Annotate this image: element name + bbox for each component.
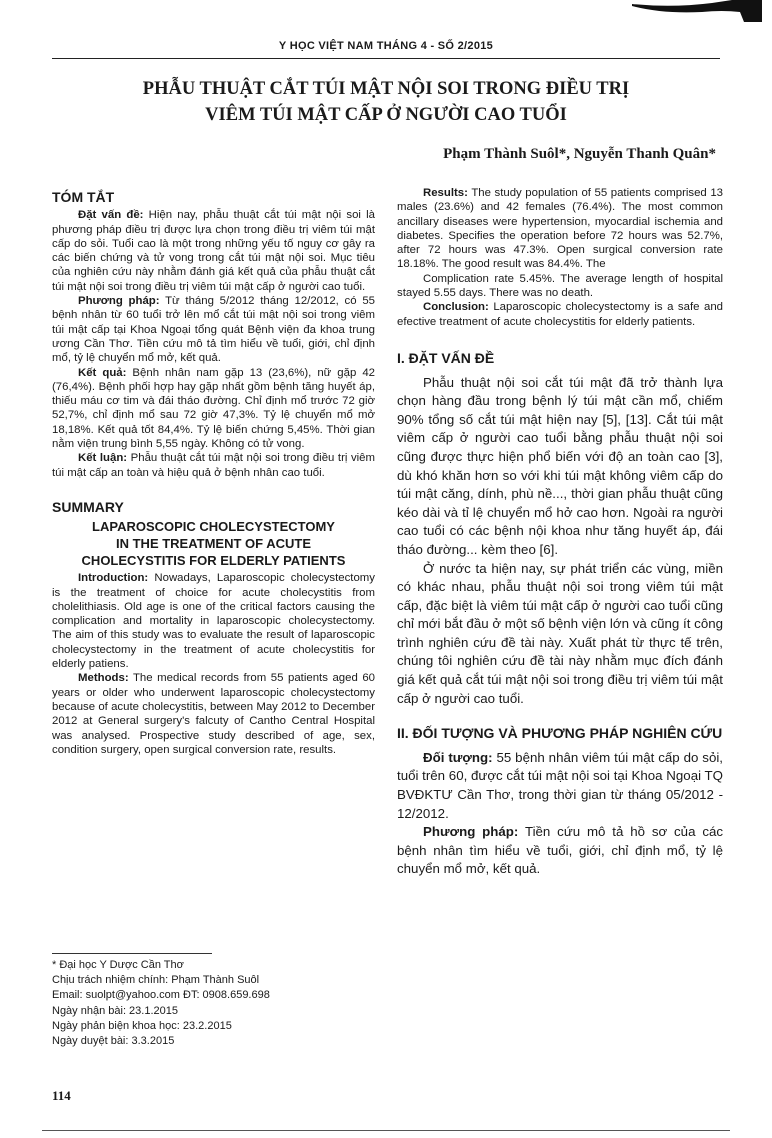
summary-title-line: LAPAROSCOPIC CHOLECYSTECTOMY xyxy=(92,519,335,535)
right-column xyxy=(397,186,723,879)
left-column xyxy=(52,190,375,757)
article-title xyxy=(60,76,712,128)
methods-text-s2: Tiền cứu mô tả hồ sơ của các bệnh nhân tìm hiểu về tuổi, giới, chỉ định mổ, tỷ lệ chuyển mổ mở, kết quả. xyxy=(397,824,724,877)
section1-para2: Ở nước ta hiện nay, sự phát triển các vùng, miền có khác nhau, phẫu thuật nội soi trong viêm túi mật cấp, đặc biệt là viêm túi mật cấp ở người cao tuổi cũng chỉ mới bắt đầu ở một số bệnh viện lớn và cũng ít công trình nghiên cứu đề tài này. Xuất phát từ thực tế trên, chúng tôi nghiên cứu đề tài này nhằm mục đích đánh giá kết quả cắt túi mật nội soi trong điều trị viêm túi mật cấp ở người cao tuổi. xyxy=(397,560,723,706)
methods-label-s2: Phương pháp: xyxy=(423,824,519,840)
summary-complication: Complication rate 5.45%. The average length of hospital stayed 5.55 days. There was no death. xyxy=(397,272,723,300)
header-rule xyxy=(52,58,720,59)
background-label: Đặt vấn đề: xyxy=(78,209,144,222)
page-number: 114 xyxy=(52,1088,71,1103)
results-text-en: The study population of 55 patients comprised 13 males (23.6%) and 42 females (76.4%). The most common ancillary diseases were hypertension, myocardial ischemia and diabetes. Specifies the operation before 72 hours was 52.7%, after 72 hours was 47.3%. Open surgical conversion rate 18.18%. The good result was 84.4%. The xyxy=(397,187,723,271)
bottom-rule xyxy=(42,1130,730,1131)
methods-label: Phương pháp: xyxy=(78,295,160,308)
summary-heading: SUMMARY xyxy=(52,498,124,515)
journal-header: Y HỌC VIỆT NAM THÁNG 4 - SỐ 2/2015 xyxy=(278,40,494,52)
subjects-label: Đối tượng: xyxy=(423,749,493,765)
section2-heading: II. ĐỐI TƯỢNG VÀ PHƯƠNG PHÁP NGHIÊN CỨU xyxy=(397,725,723,742)
conclusion-text: Phẫu thuật cắt túi mật nội soi trong điều trị viêm túi mật cấp an toàn và hiệu quả ở bệnh nhân cao tuổi. xyxy=(52,452,375,479)
section1-para1: Phẫu thuật nội soi cắt túi mật đã trở thành lựa chọn hàng đầu trong bệnh lý túi mật cần mổ, chiếm 90% tổng số cắt túi mật hiện nay [5], [13]. Cắt túi mật viêm cấp ở người cao tuổi bằng phẫu thuật nội soi cũng được thực hiện phổ biến với độ an toàn cao [3], dù khó khăn hơn so với khi túi mật không viêm cấp do túi mật căng, dính, phù nề..., thời gian phẫu thuật cũng kéo dài và tỉ lệ chuyển mổ hở cao hơn. Ngoài ra người cao tuổi có các bệnh nội khoa như tăng huyết áp, đái tháo đường... kèm theo [6]. xyxy=(397,374,723,557)
footnote xyxy=(52,953,372,1049)
scan-corner-mark xyxy=(632,0,762,22)
methods-text-en: The medical records from 55 patients aged 60 years or older who underwent laparoscopic cholecystectomy because of acute cholecystitis, between May 2012 to December 2012 at General surgery's falcuty of Cantho Central Hospital was analysed. Prospective study described of age, sex, condition surgery, open surgical conversion rate, results. xyxy=(52,672,375,756)
body-text xyxy=(397,349,723,879)
summary-methods xyxy=(52,671,375,757)
footnote-received: Ngày nhận bài: 23.1.2015 xyxy=(52,1004,178,1017)
summary-title xyxy=(52,518,375,569)
footnote-contact: Email: suolpt@yahoo.com ĐT: 0908.659.698 xyxy=(52,989,270,1002)
results-text: Bệnh nhân nam gặp 13 (23,6%), nữ gặp 42 (76,4%). Bệnh phối hợp hay gặp nhất gồm bệnh tăng huyết áp, thiếu máu cơ tim và đái tháo đường. Chỉ định mổ trước 72 giờ 52,7%, chỉ định mổ sau 72 giờ 47,3%. Tỷ lệ chuyển mổ mở 18,18%. Kết quả tốt 84,4%. Tỷ lệ biến chứng 5,45%. Thời gian nằm viện trung bình 5,55 ngày. Không có tử vong. xyxy=(52,366,375,451)
conclusion-label-en: Conclusion: xyxy=(423,301,489,314)
abstract-vi-background xyxy=(52,208,375,294)
conclusion-label: Kết luận: xyxy=(78,452,128,465)
summary-intro xyxy=(52,571,375,671)
footnote-affiliation: * Đại học Y Dược Cần Thơ xyxy=(52,959,184,971)
subjects-text: 55 bệnh nhân viêm túi mật cấp do sỏi, tuổi trên 60, được cắt túi mật nội soi tại Khoa Ngoại TQ BVĐKTƯ Cần Thơ, trong thời gian từ tháng 05/2012 - 12/2012. xyxy=(397,749,724,821)
footnote-reviewed: Ngày phản biện khoa học: 23.2.2015 xyxy=(52,1019,232,1032)
section2-methods xyxy=(397,823,723,879)
summary-conclusion xyxy=(397,300,723,329)
results-label-en: Results: xyxy=(423,187,468,199)
summary-results xyxy=(397,186,723,272)
abstract-vi-conclusion xyxy=(52,451,375,480)
footnote-rule xyxy=(52,953,212,954)
authors: Phạm Thành Suôl*, Nguyễn Thanh Quân* xyxy=(443,146,716,162)
intro-label: Introduction: xyxy=(78,572,149,585)
section1-heading: I. ĐẶT VẤN ĐỀ xyxy=(397,349,495,366)
background-text: Hiện nay, phẫu thuật cắt túi mật nội soi là phương pháp điều trị được lựa chọn trong điều trị viêm túi mật cấp do sỏi. Tuổi cao là một trong những yếu tố nguy cơ gây ra các biến chứng và tử vong trong cắt túi mật nội soi. Mục tiêu của nghiên cứu này nhằm đánh giá kết quả của phẫu thuật cắt túi mật nội soi trong điều trị viêm túi mật cấp ở người cao tuổi. xyxy=(52,209,375,293)
abstract-vi-results xyxy=(52,366,375,452)
footnote-approved: Ngày duyệt bài: 3.3.2015 xyxy=(52,1035,175,1048)
footnote-responsible: Chịu trách nhiệm chính: Phạm Thành Suôl xyxy=(52,974,260,987)
section2-subjects xyxy=(397,749,723,823)
intro-text: Nowadays, Laparoscopic cholecystectomy is the treatment of choice for acute cholecystitis from cholelithiasis. Old age is one of the critical factors causing the complication and mortality in laparoscopic cholecystectomy. The aim of this study was to evaluate the result of laparoscopic cholecystectomy in the treatment of acute cholecystitis for elderly patiens. xyxy=(52,572,375,671)
abstract-vi-heading: TÓM TẮT xyxy=(52,189,115,205)
title-line: PHẪU THUẬT CẮT TÚI MẬT NỘI SOI TRONG ĐIỀU TRỊ xyxy=(142,79,630,99)
title-line: VIÊM TÚI MẬT CẤP Ở NGƯỜI CAO TUỔI xyxy=(205,105,567,125)
abstract-vi-methods xyxy=(52,294,375,365)
methods-text: Từ tháng 5/2012 tháng 12/2012, có 55 bệnh nhân từ 60 tuổi trở lên mổ cắt túi mật nội soi trong viêm túi mật cấp tại Khoa Ngoại tổng quát Bệnh viện đa khoa trung ương Cần Thơ. Tiền cứu mô tả tìm hiểu về tuổi, giới, chỉ định mổ, tỷ lệ chuyển mổ mở, kết quả. xyxy=(52,295,375,365)
conclusion-text-en: Laparoscopic cholecystectomy is a safe and efective treatment of acute cholecystitis for elderly patients. xyxy=(397,301,723,328)
methods-label-en: Methods: xyxy=(78,672,129,685)
results-label: Kết quả: xyxy=(78,366,127,379)
summary-title-line: CHOLECYSTITIS FOR ELDERLY PATIENTS xyxy=(81,553,346,569)
summary-title-line: IN THE TREATMENT OF ACUTE xyxy=(116,536,311,552)
